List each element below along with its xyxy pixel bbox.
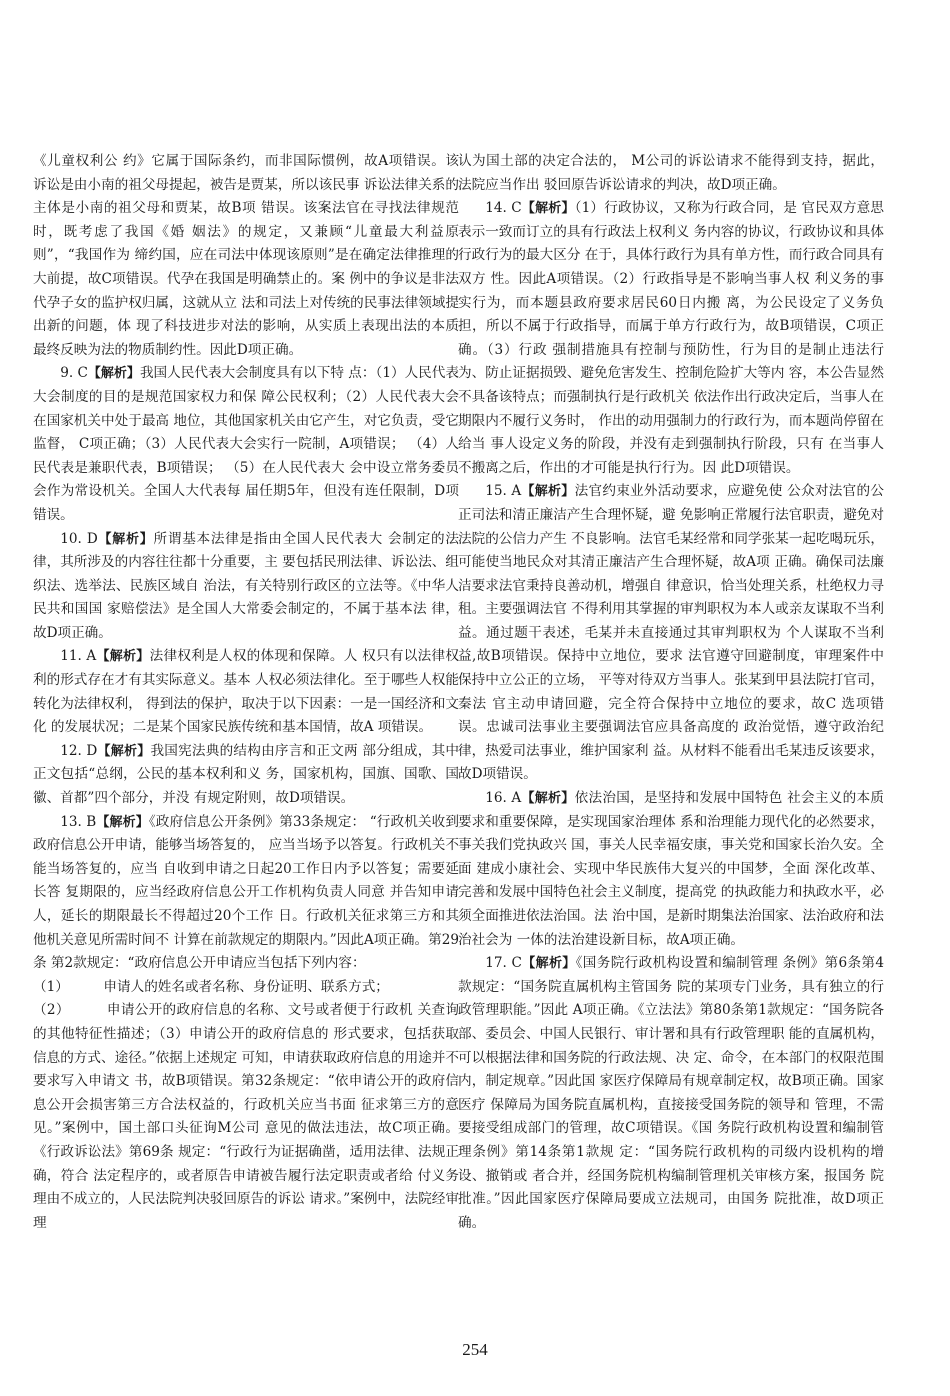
analysis-tag: 【解析】	[521, 484, 575, 500]
answer-q15	[458, 480, 884, 787]
analysis-tag: 【解析】	[97, 531, 154, 547]
analysis-tag: 【解析】	[87, 366, 140, 382]
answer-q13	[33, 811, 459, 976]
answer-q11	[33, 645, 459, 739]
question-number: 17. C	[485, 955, 522, 972]
answer-text: 我国人民代表大会制度具有以下特 点：（1）人民代表大会制度的目的是规范国家权力和保 障公民权利；（2）人民代表大会在国家机关中处于最高 地位，其他国家机关由它产生，对它负责，受它监督， C项正确；（3）人民代表大会实行一院制，A项错误； （4）人民代表是兼职代表，B项错误； （5）在人民代表大 会中设立常务委员会作为常设机关。全国人大代表每 届任期5年，但没有连任限制，D项错误。	[33, 365, 459, 523]
answer-q12	[33, 740, 459, 811]
answer-text: 《政府信息公开条例》第33条规定： “行政机关收到政府信息公开申请，能够当场答复的， 应当当场予以答复。行政机关不能当场答复的，应当 自收到申请之日起20工作日内予以答复；需要延长答 复期限的，应当经政府信息公开工作机构负责人同意 并告知申请人，延长的期限最长不得超过20个工作 日。行政机关征求第三方和其他机关意见所需时间不 计算在前款规定的期限内。”因此A项正确。第29条 第2款规定：“政府信息公开申请应当包括下列内容：	[33, 813, 459, 972]
paragraph-q8-continued: 《儿童权利公 约》它属于国际条约，而非国际惯例，故A项错误。该 诉讼是由小南的祖父母提起，被告是贾某，所以该民事 诉讼法律关系的主体是小南的祖父母和贾某，故B项 错误。该案法官在寻找法律规范时，既考虑了我国《婚 姻法》的规定，又兼顾“儿童最大利益原则”，“我国作为 缔约国，应在司法中体现该原则”是在确定法律推理的 大前提，故C项错误。代孕在我国是明确禁止的。案 例中的争议是非法代孕子女的监护权归属，这就从立 法和司法上对传统的民事法律领域提出新的问题，体 现了科技进步对法的影响，从实质上表现出法的本质 最终反映为法的物质制约性。因此D项正确。	[33, 153, 459, 358]
paragraph-q13-continued: 认为国土部的决定合法的， M公司的诉讼请求不能得到支持，据此，法院应当作出 驳回原告诉讼请求的判决，故D项正确。	[458, 153, 884, 193]
answer-q17	[458, 952, 884, 1235]
list-item-1	[33, 976, 459, 1000]
answer-q9	[33, 362, 459, 527]
question-number: 15. A	[485, 483, 522, 500]
answer-text: 法官约束业外活动要求，应避免使 公众对法官的公正司法和清正廉洁产生合理怀疑，避 免影响正常履行法官职责，避免对法院的公信力产生 不良影响。法官毛某经常和同学张某一起吃喝玩乐， 可能使当地民众对其清正廉洁产生合理怀疑，故A项 正确。确保司法廉洁要求法官秉持良善动机，增强自 律意识，恰当处理关系，杜绝权力寻租。主要强调法官 不得利用其掌握的审判职权为本人或亲友谋取不当利 益。通过题干表述，毛某并未直接通过其审判职权为 个人谋取不当利益,故B项错误。保持中立地位，要求 法官遵守回避制度，审理案件中保持中立公正的立场， 平等对待双方当事人。张某到甲县法院打官司，秦法 官主动申请回避，完全符合保持中立地位的要求，故C 选项错误。忠诚司法事业主要强调法官应具备高度的 政治觉悟，遵守政治纪律，热爱司法事业，维护国家利 益。从材料不能看出毛某违反该要求，故D项错误。	[458, 483, 884, 783]
analysis-tag: 【解析】	[96, 814, 149, 830]
list-item-number: （2）	[33, 1002, 70, 1019]
analysis-tag: 【解析】	[521, 791, 575, 807]
list-item-text: 申请人的姓名或者名称、身份证明、联系方式；	[103, 978, 389, 995]
page-number: 254	[462, 1340, 488, 1359]
analysis-tag: 【解析】	[97, 743, 151, 759]
question-number: 12. D	[60, 742, 98, 759]
list-item-number: （1）	[33, 978, 69, 995]
analysis-tag: 【解析】	[521, 956, 576, 972]
question-number: 16. A	[485, 790, 522, 807]
answer-q14	[458, 197, 884, 480]
question-number: 14. C	[485, 200, 522, 217]
analysis-tag: 【解析】	[96, 649, 150, 665]
question-number: 9. C	[60, 365, 88, 382]
left-column	[33, 150, 459, 1235]
list-item-2	[33, 999, 459, 1235]
question-number: 13. B	[60, 813, 97, 830]
question-number: 10. D	[60, 530, 98, 547]
right-column	[458, 150, 884, 1235]
list-item-text: 申请公开的政府信息的名称、文号或者便于行政机 关查询的其他特征性描述；（3）申请公开的政府信息的 形式要求，包括获取信息的方式、途径。”依据上述规定 可知，申请获取政府信息的用途并不要求写入申请文 书，故B项错误。第32条规定：“依申请公开的政府信 息公开会损害第三方合法权益的，行政机关应当书面 征求第三方的意见。”案例中，国土部口头征询M公司 意见的做法违法，故C项正确。《行政诉讼法》第69条 规定：“行政行为证据确凿，适用法律、法规正确，符合 法定程序的，或者原告申请被告履行法定职责或者给 付义务理由不成立的，人民法院判决驳回原告的诉讼 请求。”案例中，法院经审理	[33, 1002, 459, 1231]
answer-text: （1）行政协议，又称为行政合同，是 官民双方意思表示一致而订立的具有行政法上权利义 务内容的协议，行政协议和具体行政行为的最大区分 在于，具体行政行为具有单方性，而行政合同具有双方 性。因此A项错误。（2）行政指导是不影响当事人权 利义务的事实行为，而本题县政府要求居民60日内搬 离，为公民设定了义务负担，所以不属于行政指导，而属于单方行政行为，故B项错误，C项正确。（3）行政 强制措施具有控制与预防性，行为目的是制止违法行 为、防止证据损毁、避免危害发生、控制危险扩大等内 容，本公告显然不具备该特点；而强制执行是行政机关 依法作出行政决定后，当事人在期限内不履行义务时， 作出的动用强制力的行政行为，而本题尚停留在给当 事人设定义务的阶段，并没有走到强制执行阶段，只有 在当事人不搬离之后，作出的才可能是执行行为。因 此D项错误。	[458, 200, 884, 476]
answer-text: 《国务院行政机构设置和编制管理 条例》第6条第4款规定：“国务院直属机构主管国务 院的某项专门业务，具有独立的行政管理职能。”因此 A项正确。《立法法》第80条第1款规定：“国务院各 部、委员会、中国人民银行、审计署和具有行政管理职 能的直属机构，可以根据法律和国务院的行政法规、决 定、命令，在本部门的权限范围内，制定规章。”因此国 家医疗保障局有规章制定权，故B项正确。国家医疗 保障局为国务院直属机构，直接接受国务院的领导和 管理，不需要接受组成部门的管理，故C项错误。《国 务院行政机构设置和编制管理条例》第14条第1款规 定：“国务院行政机构的司级内设机构的增设、撤销或 者合并，经国务院机构编制管理机关审核方案，报国务 院批准。”因此国家医疗保障局要成立法规司，由国务 院批准，故D项正确。	[458, 955, 884, 1231]
question-number: 11. A	[60, 648, 97, 665]
answer-q10	[33, 528, 459, 646]
answer-q16	[458, 787, 884, 952]
answer-text: 我国宪法典的结构由序言和正文两 部分组成，其中正文包括“总纲，公民的基本权利和义 务，国家机构，国旗、国歌、国徽、首都”四个部分，并没 有规定附则，故D项错误。	[33, 742, 459, 807]
answer-text: 法律权利是人权的体现和保障。人 权只有以法律权利的形式存在才有其实际意义。基本 人权必须法律化。至于哪些人权能转化为法律权利， 得到法的保护，取决于以下因素：一是一国经济和文化 的发展状况；二是某个国家民族传统和基本国情，故A 项错误。	[33, 648, 459, 736]
answer-text: 依法治国，是坚持和发展中国特色 社会主义的本质要求和重要保障，是实现国家治理体 系和治理能力现代化的必然要求，事关我们党执政兴 国，事关人民幸福安康，事关党和国家长治久安。全面 建成小康社会、实现中华民族伟大复兴的中国梦，全面 深化改革、完善和发展中国特色社会主义制度，提高党 的执政能力和执政水平，必须全面推进依法治国。法 治中国，是新时期集法治国家、法治政府和法治社会为 一体的法治建设新目标，故A项正确。	[458, 790, 884, 948]
answer-text: 所谓基本法律是指由全国人民代表大 会制定的法律，其所涉及的内容往往都十分重要，主 要包括民刑法律、诉讼法、组织法、选举法、民族区域自 治法，有关特别行政区的立法等。《中华人民共和国国 家赔偿法》是全国人大常委会制定的，不属于基本法 律，故D项正确。	[33, 530, 459, 641]
analysis-tag: 【解析】	[521, 201, 575, 217]
